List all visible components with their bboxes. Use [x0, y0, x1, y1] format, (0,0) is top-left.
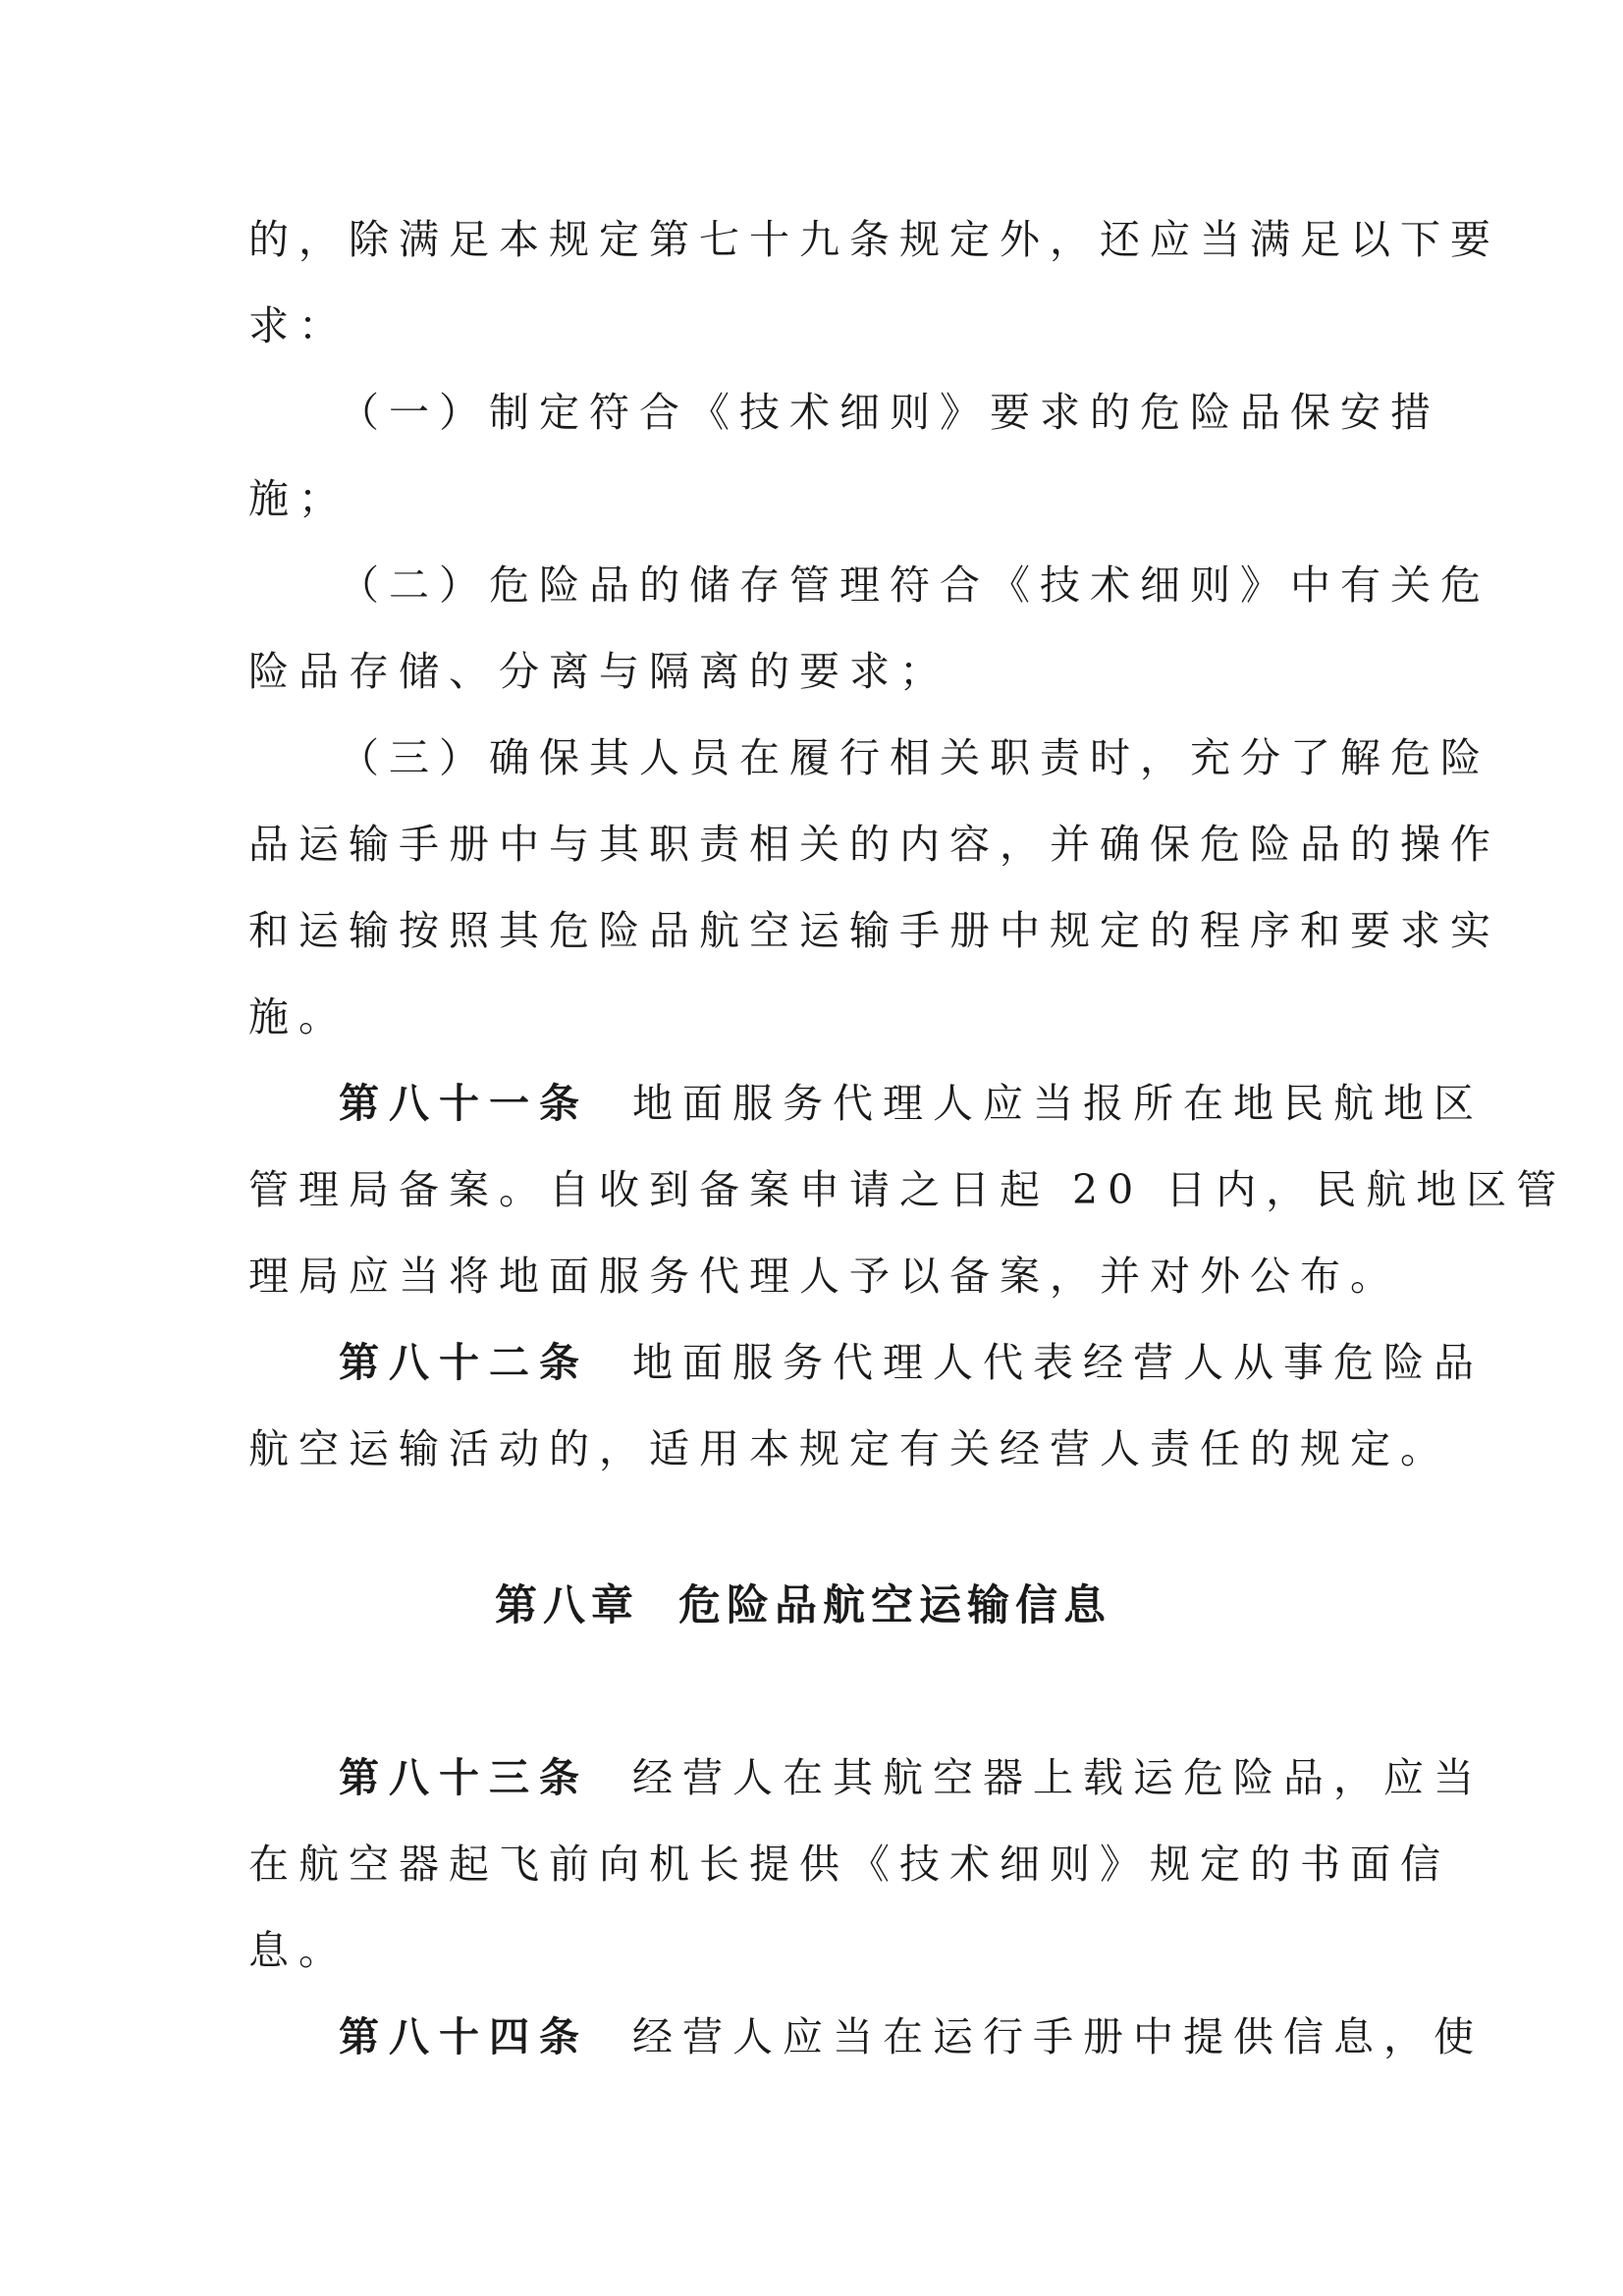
text-line [248, 1994, 1484, 2080]
paragraph-continued [248, 196, 1500, 369]
text-line: 施； [248, 475, 349, 522]
text-line: 求： [248, 302, 349, 349]
text-line: 管理局备案。自收到备案申请之日起 20 日内，民航地区管 [248, 1166, 1567, 1213]
chapter-number: 第八章 [495, 1581, 639, 1630]
article-number: 第八十二条 [339, 1339, 589, 1386]
text-line: 品运输手册中与其职责相关的内容，并确保危险品的操作 [248, 821, 1500, 868]
item-3 [248, 715, 1500, 1060]
chapter-heading [248, 1563, 1358, 1649]
text-line [248, 1735, 1484, 1821]
article-number: 第八十三条 [339, 1754, 589, 1801]
text-line: 理局应当将地面服务代理人予以备案，并对外公布。 [248, 1253, 1400, 1300]
text-line: （三）确保其人员在履行相关职责时，充分了解危险 [339, 734, 1490, 781]
article-83 [248, 1735, 1484, 1994]
text-line: 施。 [248, 993, 349, 1041]
text-line: 息。 [248, 1927, 349, 1974]
article-82 [248, 1319, 1484, 1492]
article-text: 地面服务代理人应当报所在地民航地区 [632, 1080, 1484, 1127]
article-84 [248, 1994, 1484, 2080]
article-text: 经营人在其航空器上载运危险品，应当 [632, 1754, 1484, 1801]
text-line: （二）危险品的储存管理符合《技术细则》中有关危 [339, 561, 1490, 609]
article-text: 地面服务代理人代表经营人从事危险品 [632, 1339, 1484, 1386]
text-line: 在航空器起飞前向机长提供《技术细则》规定的书面信 [248, 1841, 1450, 1888]
text-line: 险品存储、分离与隔离的要求； [248, 648, 949, 695]
document-page [248, 196, 1567, 2080]
text-line: 的，除满足本规定第七十九条规定外，还应当满足以下要 [248, 216, 1500, 263]
item-2 [248, 542, 1490, 715]
article-text: 经营人应当在运行手册中提供信息，使 [632, 2013, 1484, 2060]
text-line [248, 1060, 1484, 1147]
article-number: 第八十一条 [339, 1080, 589, 1127]
chapter-title: 危险品航空运输信息 [678, 1581, 1111, 1630]
text-line: （一）制定符合《技术细则》要求的危险品保安措 [339, 389, 1440, 436]
article-number: 第八十四条 [339, 2013, 589, 2060]
item-1 [248, 369, 1440, 542]
text-line [248, 1319, 1484, 1406]
text-line: 和运输按照其危险品航空运输手册中规定的程序和要求实 [248, 907, 1500, 954]
text-line: 航空运输活动的，适用本规定有关经营人责任的规定。 [248, 1425, 1450, 1472]
article-81 [248, 1060, 1567, 1319]
